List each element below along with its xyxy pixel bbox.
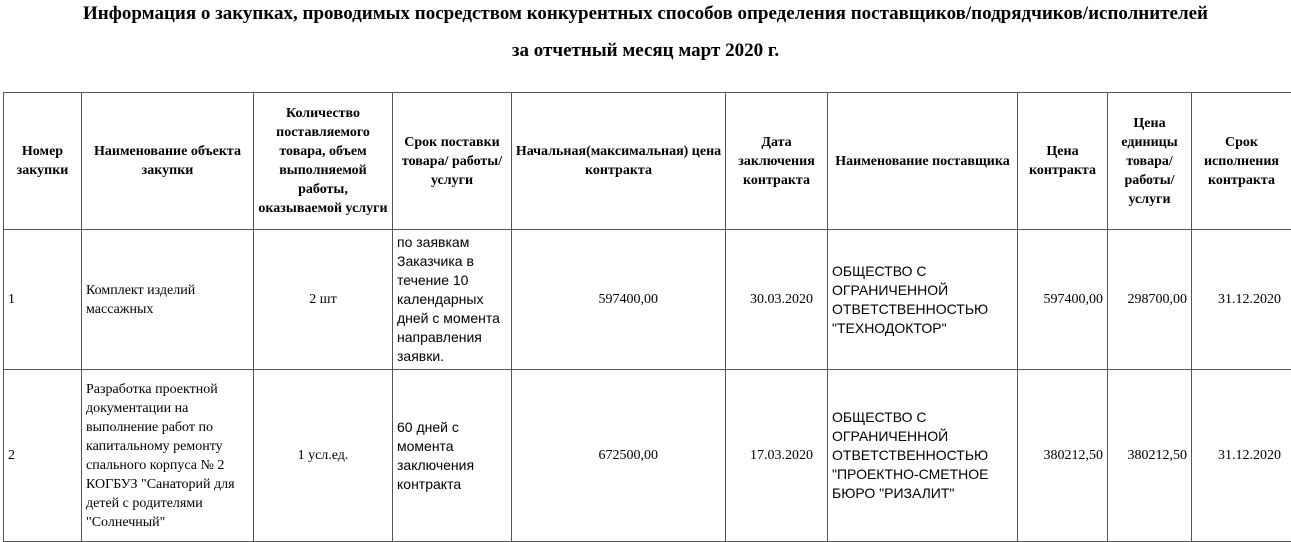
cell-unit-price: 380212,50 [1108,370,1192,542]
table-header-row [4,93,1291,230]
cell-execution-term: 31.12.2020 [1192,370,1291,542]
table-row [4,370,1291,542]
procurement-table [3,92,1291,542]
header-execution-term: Срок исполнения контракта [1192,93,1291,230]
cell-contract-price: 597400,00 [1018,230,1108,370]
page-title: Информация о закупках, проводимых посредством конкурентных способов определения поставщиков/подрядчиков/исполнителей [0,3,1291,25]
header-contract-date: Дата заключения контракта [726,93,828,230]
cell-contract-price: 380212,50 [1018,370,1108,542]
header-unit-price: Цена единицы товара/ работы/ услуги [1108,93,1192,230]
cell-number: 2 [4,370,82,542]
header-delivery-term: Срок поставки товара/ работы/услуги [393,93,512,230]
cell-quantity: 2 шт [254,230,393,370]
header-contract-price: Цена контракта [1018,93,1108,230]
header-supplier: Наименование поставщика [828,93,1018,230]
cell-supplier: ОБЩЕСТВО С ОГРАНИЧЕННОЙ ОТВЕТСТВЕННОСТЬЮ "ТЕХНОДОКТОР" [828,230,1018,370]
cell-object: Комплект изделий массажных [82,230,254,370]
header-number: Номер закупки [4,93,82,230]
cell-number: 1 [4,230,82,370]
header-initial-price: Начальная(максимальная) цена контракта [512,93,726,230]
cell-initial-price: 597400,00 [512,230,726,370]
cell-initial-price: 672500,00 [512,370,726,542]
header-quantity: Количество поставляемого товара, объем выполняемой работы, оказываемой услуги [254,93,393,230]
cell-contract-date: 17.03.2020 [726,370,828,542]
cell-delivery-term: 60 дней с момента заключения контракта [393,370,512,542]
cell-quantity: 1 усл.ед. [254,370,393,542]
page-subtitle-period: за отчетный месяц март 2020 г. [0,40,1291,62]
cell-delivery-term: по заявкам Заказчика в течение 10 календарных дней с момента направления заявки. [393,230,512,370]
header-object: Наименование объекта закупки [82,93,254,230]
cell-unit-price: 298700,00 [1108,230,1192,370]
cell-object: Разработка проектной документации на выполнение работ по капитальному ремонту спального корпуса № 2 КОГБУЗ "Санаторий для детей с родителями "Солнечный" [82,370,254,542]
cell-contract-date: 30.03.2020 [726,230,828,370]
table-row [4,230,1291,370]
cell-supplier: ОБЩЕСТВО С ОГРАНИЧЕННОЙ ОТВЕТСТВЕННОСТЬЮ "ПРОЕКТНО-СМЕТНОЕ БЮРО "РИЗАЛИТ" [828,370,1018,542]
cell-execution-term: 31.12.2020 [1192,230,1291,370]
